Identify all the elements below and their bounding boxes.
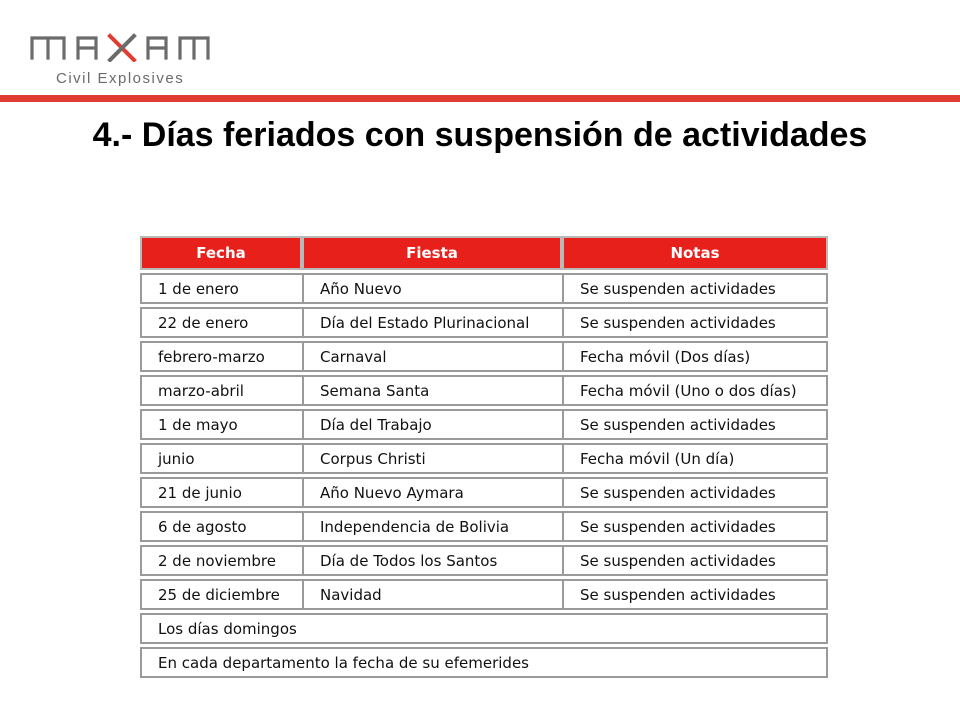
cell-fiesta: Semana Santa (302, 375, 562, 406)
table-row (140, 579, 828, 610)
cell-fiesta: Navidad (302, 579, 562, 610)
cell-fecha: febrero-marzo (140, 341, 302, 372)
table-row (140, 477, 828, 508)
cell-fiesta: Año Nuevo (302, 273, 562, 304)
cell-notas: Se suspenden actividades (562, 273, 828, 304)
page-title: 4.- Días feriados con suspensión de actividades (92, 116, 868, 154)
cell-notas: Se suspenden actividades (562, 477, 828, 508)
cell-notas: Fecha móvil (Dos días) (562, 341, 828, 372)
table-row (140, 511, 828, 542)
table-row (140, 545, 828, 576)
cell-fiesta: Carnaval (302, 341, 562, 372)
cell-notas: Fecha móvil (Un día) (562, 443, 828, 474)
table-row (140, 409, 828, 440)
table-row (140, 443, 828, 474)
footer-note: Los días domingos (140, 613, 828, 644)
cell-fecha: 2 de noviembre (140, 545, 302, 576)
cell-fecha: junio (140, 443, 302, 474)
header-fecha: Fecha (140, 236, 302, 270)
cell-notas: Se suspenden actividades (562, 511, 828, 542)
holidays-table (140, 233, 828, 681)
table-footer-row (140, 647, 828, 678)
cell-fiesta: Corpus Christi (302, 443, 562, 474)
table-row (140, 375, 828, 406)
cell-fecha: marzo-abril (140, 375, 302, 406)
maxam-logo (30, 30, 230, 92)
cell-fecha: 21 de junio (140, 477, 302, 508)
table-header-row (140, 236, 828, 270)
cell-notas: Se suspenden actividades (562, 545, 828, 576)
cell-fiesta: Año Nuevo Aymara (302, 477, 562, 508)
cell-fiesta: Día del Trabajo (302, 409, 562, 440)
cell-fecha: 1 de mayo (140, 409, 302, 440)
cell-fiesta: Día del Estado Plurinacional (302, 307, 562, 338)
maxam-wordmark (30, 30, 210, 62)
holidays-table-container (140, 233, 828, 681)
cell-fecha: 25 de diciembre (140, 579, 302, 610)
header-divider (0, 95, 960, 102)
cell-notas: Se suspenden actividades (562, 579, 828, 610)
cell-fecha: 22 de enero (140, 307, 302, 338)
table-row (140, 307, 828, 338)
table-footer-row (140, 613, 828, 644)
cell-notas: Fecha móvil (Uno o dos días) (562, 375, 828, 406)
table-row (140, 341, 828, 372)
table-row (140, 273, 828, 304)
footer-note: En cada departamento la fecha de su efemerides (140, 647, 828, 678)
cell-notas: Se suspenden actividades (562, 307, 828, 338)
cell-fecha: 1 de enero (140, 273, 302, 304)
header-notas: Notas (562, 236, 828, 270)
logo-subtitle: Civil Explosives (56, 70, 185, 87)
cell-fiesta: Día de Todos los Santos (302, 545, 562, 576)
cell-fecha: 6 de agosto (140, 511, 302, 542)
header-fiesta: Fiesta (302, 236, 562, 270)
cell-notas: Se suspenden actividades (562, 409, 828, 440)
cell-fiesta: Independencia de Bolivia (302, 511, 562, 542)
